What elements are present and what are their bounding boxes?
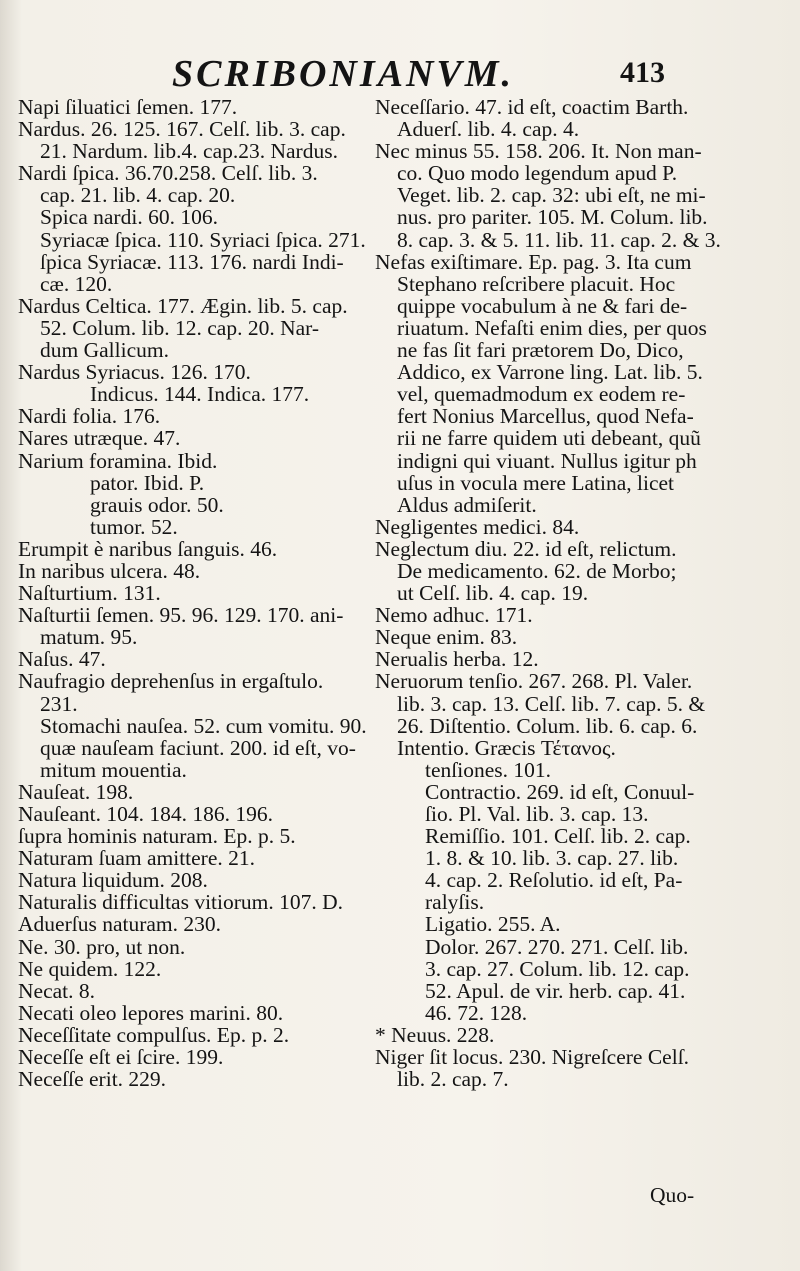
index-entry: lib. 2. cap. 7. [397, 1067, 509, 1092]
index-entry: Aldus admiſerit. [397, 492, 537, 517]
index-entry: Stephano reſcribere placuit. Hoc [397, 271, 676, 296]
index-entry: Nardus Syriacus. 126. 170. [18, 360, 251, 385]
index-entry: nus. pro pariter. 105. M. Colum. lib. [397, 205, 708, 230]
page-number: 413 [620, 56, 665, 89]
index-entry: 231. [40, 691, 78, 716]
index-entry: uſus in vocula mere Latina, licet [397, 470, 675, 495]
index-entry: ne fas ſit fari prætorem Do, Dico, [397, 338, 684, 363]
index-entry: Nardus. 26. 125. 167. Celſ. lib. 3. cap. [18, 117, 346, 142]
index-entry: 3. cap. 27. Colum. lib. 12. cap. [425, 956, 690, 981]
index-entry: Naufragio deprehenſus in ergaſtulo. [18, 669, 324, 694]
index-entry: Neglectum diu. 22. id eſt, relictum. [375, 536, 677, 561]
index-entry: Nauſeant. 104. 184. 186. 196. [18, 802, 273, 826]
index-column-left [18, 96, 374, 1090]
index-entry: Nec minus 55. 158. 206. It. Non man- [375, 139, 702, 164]
index-entry: ſio. Pl. Val. lib. 3. cap. 13. [425, 802, 649, 826]
index-entry: Erumpit è naribus ſanguis. 46. [18, 536, 278, 561]
index-entry: ſupra hominis naturam. Ep. p. 5. [18, 824, 296, 849]
index-entry: cæ. 120. [40, 271, 113, 296]
index-entry: Aduerſus naturam. 230. [18, 912, 222, 937]
index-entry: Naſus. 47. [18, 647, 106, 672]
index-entry: Natura liquidum. 208. [18, 868, 208, 893]
index-entry: co. Quo modo legendum apud P. [397, 161, 678, 186]
index-entry: Stomachi nauſea. 52. cum vomitu. 90. [40, 713, 367, 738]
index-entry: Nares utræque. 47. [18, 426, 181, 451]
index-entry: Nardi ſpica. 36.70.258. Celſ. lib. 3. [18, 161, 318, 186]
running-head: SCRIBONIANVM. [172, 53, 515, 95]
index-entry: Niger ſit locus. 230. Nigreſcere Celſ. [375, 1045, 690, 1070]
index-entry: Naturalis difficultas vitiorum. 107. D. [18, 890, 344, 915]
index-entry: Dolor. 267. 270. 271. Celſ. lib. [425, 934, 689, 959]
page-header [0, 52, 800, 96]
index-entry: 21. Nardum. lib.4. cap.23. Nardus. [40, 139, 338, 164]
index-entry: Indicus. 144. Indica. 177. [90, 382, 310, 407]
index-entry: Narium foramina. Ibid. [18, 448, 218, 473]
index-entry: matum. 95. [40, 625, 138, 650]
index-entry: pator. Ibid. P. [90, 470, 205, 495]
index-entry: Veget. lib. 2. cap. 32: ubi eſt, ne mi- [397, 183, 706, 208]
index-entry: Addico, ex Varrone ling. Lat. lib. 5. [397, 360, 703, 385]
index-entry: Nemo adhuc. 171. [375, 603, 533, 628]
index-entry: ralyſis. [425, 890, 485, 915]
index-entry: Naſturtii ſemen. 95. 96. 129. 170. ani- [18, 603, 344, 628]
index-entry: lib. 3. cap. 13. Celſ. lib. 7. cap. 5. & [397, 691, 706, 716]
index-column-right [375, 96, 787, 1090]
index-entry: 4. cap. 2. Reſolutio. id eſt, Pa- [425, 868, 683, 893]
index-entry: dum Gallicum. [40, 338, 169, 363]
index-entry: Necat. 8. [18, 978, 96, 1003]
index-entry: Neruorum tenſio. 267. 268. Pl. Valer. [375, 669, 693, 694]
index-entry: riuatum. Nefaſti enim dies, per quos [397, 315, 707, 340]
index-entry: Naſturtium. 131. [18, 581, 161, 606]
index-entry: Intentio. Græcis Τέτανος. [397, 735, 616, 760]
index-entry: 8. cap. 3. & 5. 11. lib. 11. cap. 2. & 3. [397, 227, 721, 252]
index-entry: Naturam ſuam amittere. 21. [18, 846, 256, 871]
index-entry: Nardi folia. 176. [18, 404, 161, 429]
index-entry: 1. 8. & 10. lib. 3. cap. 27. lib. [425, 846, 679, 871]
index-entry: Nefas exiſtimare. Ep. pag. 3. Ita cum [375, 249, 692, 274]
index-entry: Neceſſario. 47. id eſt, coactim Barth. [375, 95, 689, 119]
index-entry: Necati oleo lepores marini. 80. [18, 1000, 284, 1025]
index-entry: mitum mouentia. [40, 757, 187, 782]
index-entry: Aduerſ. lib. 4. cap. 4. [397, 117, 580, 142]
index-entry: 26. Diſtentio. Colum. lib. 6. cap. 6. [397, 713, 698, 738]
index-entry: fert Nonius Marcellus, quod Nefa- [397, 404, 694, 429]
index-entry: indigni qui viuant. Nullus igitur ph [397, 448, 697, 473]
index-entry: Nardus Celtica. 177. Ægin. lib. 5. cap. [18, 293, 348, 318]
index-entry: cap. 21. lib. 4. cap. 20. [40, 183, 236, 208]
index-entry: Nauſeat. 198. [18, 779, 134, 804]
index-entry: Syriacæ ſpica. 110. Syriaci ſpica. 271. [40, 227, 366, 252]
index-entry: Neceſſe erit. 229. [18, 1067, 167, 1092]
index-entry: Napi ſiluatici ſemen. 177. [18, 95, 238, 119]
index-entry: tumor. 52. [90, 514, 178, 539]
catchword: Quo- [650, 1183, 695, 1207]
index-entry: In naribus ulcera. 48. [18, 558, 201, 583]
index-entry: 52. Apul. de vir. herb. cap. 41. [425, 978, 686, 1003]
index-entry: vel, quemadmodum ex eodem re- [397, 382, 686, 407]
index-entry: Neque enim. 83. [375, 625, 518, 650]
index-entry: Neceſſe eſt ei ſcire. 199. [18, 1045, 224, 1070]
index-entry: Contractio. 269. id eſt, Conuul- [425, 779, 695, 804]
index-entry: quæ nauſeam faciunt. 200. id eſt, vo- [40, 735, 356, 760]
index-entry: Spica nardi. 60. 106. [40, 205, 218, 230]
index-entry: Negligentes medici. 84. [375, 514, 580, 539]
index-entry: ſpica Syriacæ. 113. 176. nardi Indi- [40, 249, 344, 274]
index-entry: Nerualis herba. 12. [375, 647, 539, 672]
index-entry: quippe vocabulum à ne & fari de- [397, 293, 688, 318]
index-entry: * Neuus. 228. [375, 1022, 495, 1047]
index-entry: Ligatio. 255. A. [425, 912, 561, 937]
index-entry: Ne quidem. 122. [18, 956, 162, 981]
index-entry: rii ne farre quidem uti debeant, quũ [397, 426, 701, 451]
index-entry: Remiſſio. 101. Celſ. lib. 2. cap. [425, 824, 691, 849]
index-entry: tenſiones. 101. [425, 757, 551, 782]
index-entry: Ne. 30. pro, ut non. [18, 934, 186, 959]
index-entry: grauis odor. 50. [90, 492, 224, 517]
index-entry: De medicamento. 62. de Morbo; [397, 558, 677, 583]
index-entry: ut Celſ. lib. 4. cap. 19. [397, 581, 589, 606]
index-entry: 52. Colum. lib. 12. cap. 20. Nar- [40, 315, 320, 340]
index-entry: Neceſſitate compulſus. Ep. p. 2. [18, 1022, 290, 1047]
index-entry: 46. 72. 128. [425, 1000, 528, 1025]
